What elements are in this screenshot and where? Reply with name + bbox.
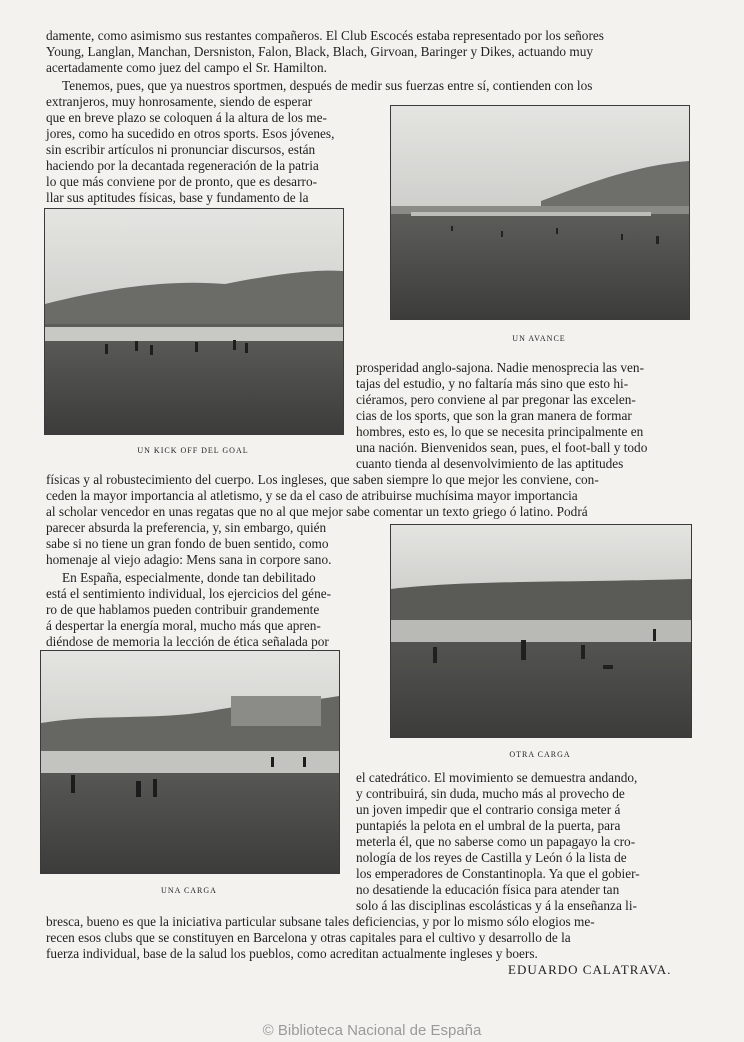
text-line: nología de los reyes de Castilla y León ó la lista de (356, 850, 627, 865)
text-line: sin escribir artículos ni pronunciar discursos, están (46, 142, 316, 157)
text-line: damente, como asimismo sus restantes compañeros. El Club Escocés estaba representado por los señores (46, 28, 604, 43)
photo-scene (391, 106, 689, 319)
text-line: hombres, esto es, lo que se necesita principalmente en (356, 424, 644, 439)
text-line: no desatiende la educación física para atender tan (356, 882, 620, 897)
text-line: físicas y al robustecimiento del cuerpo. Los ingleses, que saben siempre lo que mejor les conviene, con- (46, 472, 599, 487)
photo-un-avance (390, 105, 690, 320)
text-line: Young, Langlan, Manchan, Dersniston, Falon, Black, Blach, Girvoan, Baringer y Dikes, actuando muy (46, 44, 594, 59)
text-line: cuanto tienda al desenvolvimiento de las aptitudes (356, 456, 624, 471)
text-line: al scholar vencedor en unas regatas que no al que mejor sabe comentar un texto griego ó latino. Podrá (46, 504, 588, 519)
photo-scene (45, 209, 343, 434)
text-line: está el sentimiento individual, los ejercicios del géne- (46, 586, 332, 601)
author-signature: EDUARDO CALATRAVA. (508, 962, 672, 977)
text-line: acertadamente como juez del campo el Sr. Hamilton. (46, 60, 327, 75)
text-line: fuerza individual, base de la salud los pueblos, como acreditan actualmente ingleses y boers. (46, 946, 538, 961)
text-line: En España, especialmente, donde tan debilitado (62, 570, 316, 585)
watermark: © Biblioteca Nacional de España (262, 1022, 482, 1039)
text-line: y contribuirá, sin duda, mucho más al provecho de (356, 786, 625, 801)
photo-kick-off (44, 208, 344, 435)
text-line: ceden la mayor importancia al atletismo, y se da el caso de atribuirse muchísima mayor importancia (46, 488, 578, 503)
text-line: diéndose de memoria la lección de ética señalada por (46, 634, 329, 649)
text-line: una nación. Bienvenidos sean, pues, el foot-ball y todo (356, 440, 648, 455)
text-line: sabe si no tiene un gran fondo de buen sentido, como (46, 536, 329, 551)
text-line: á despertar la energía moral, mucho más que apren- (46, 618, 321, 633)
text-line: ciéramos, pero conviene al par pregonar las excelen- (356, 392, 636, 407)
photo-una-carga (40, 650, 340, 874)
text-line: lo que más conviene por de pronto, que es desarro- (46, 174, 318, 189)
text-line: meterla él, que no saberse como un papagayo la cro- (356, 834, 636, 849)
caption-otra-carga: OTRA CARGA (509, 750, 571, 759)
text-line: bresca, bueno es que la iniciativa particular subsane tales deficiencias, y por lo mismo sólo elogios me- (46, 914, 595, 929)
photo-scene (41, 651, 339, 873)
text-line: recen esos clubs que se constituyen en Barcelona y otras capitales para el cultivo y desarrollo de la (46, 930, 571, 945)
photo-otra-carga (390, 524, 692, 738)
text-line: que en breve plazo se coloquen á la altura de los me- (46, 110, 327, 125)
text-line: Tenemos, pues, que ya nuestros sportmen, después de medir sus fuerzas entre sí, contienden con los (62, 78, 593, 93)
text-line: un joven impedir que el contrario consiga meter á (356, 802, 621, 817)
text-line: ro de que hablamos pueden contribuir grandemente (46, 602, 320, 617)
text-line: extranjeros, muy honrosamente, siendo de esperar (46, 94, 313, 109)
text-line: homenaje al viejo adagio: Mens sana in corpore sano. (46, 552, 332, 567)
text-line: llar sus aptitudes físicas, base y fundamento de la (46, 190, 309, 205)
text-line: parecer absurda la preferencia, y, sin embargo, quién (46, 520, 327, 535)
text-line: los emperadores de Constantinopla. Ya que el gobier- (356, 866, 640, 881)
text-line: prosperidad anglo-sajona. Nadie menosprecia las ven- (356, 360, 644, 375)
caption-un-avance: UN AVANCE (512, 334, 566, 343)
caption-una-carga: UNA CARGA (161, 886, 217, 895)
text-line: puntapiés la pelota en el umbral de la puerta, para (356, 818, 621, 833)
text-line: tajas del estudio, y no faltaría más sino que esto hi- (356, 376, 629, 391)
text-line: cias de los sports, que son la gran manera de formar (356, 408, 632, 423)
caption-kick-off: UN KICK OFF DEL GOAL (137, 446, 249, 455)
photo-scene (391, 525, 691, 737)
text-line: jores, como ha sucedido en otros sports. Esos jóvenes, (46, 126, 335, 141)
text-line: el catedrático. El movimiento se demuestra andando, (356, 770, 638, 785)
text-line: solo á las disciplinas escolásticas y á la enseñanza li- (356, 898, 637, 913)
text-line: haciendo por la decantada regeneración de la patria (46, 158, 319, 173)
